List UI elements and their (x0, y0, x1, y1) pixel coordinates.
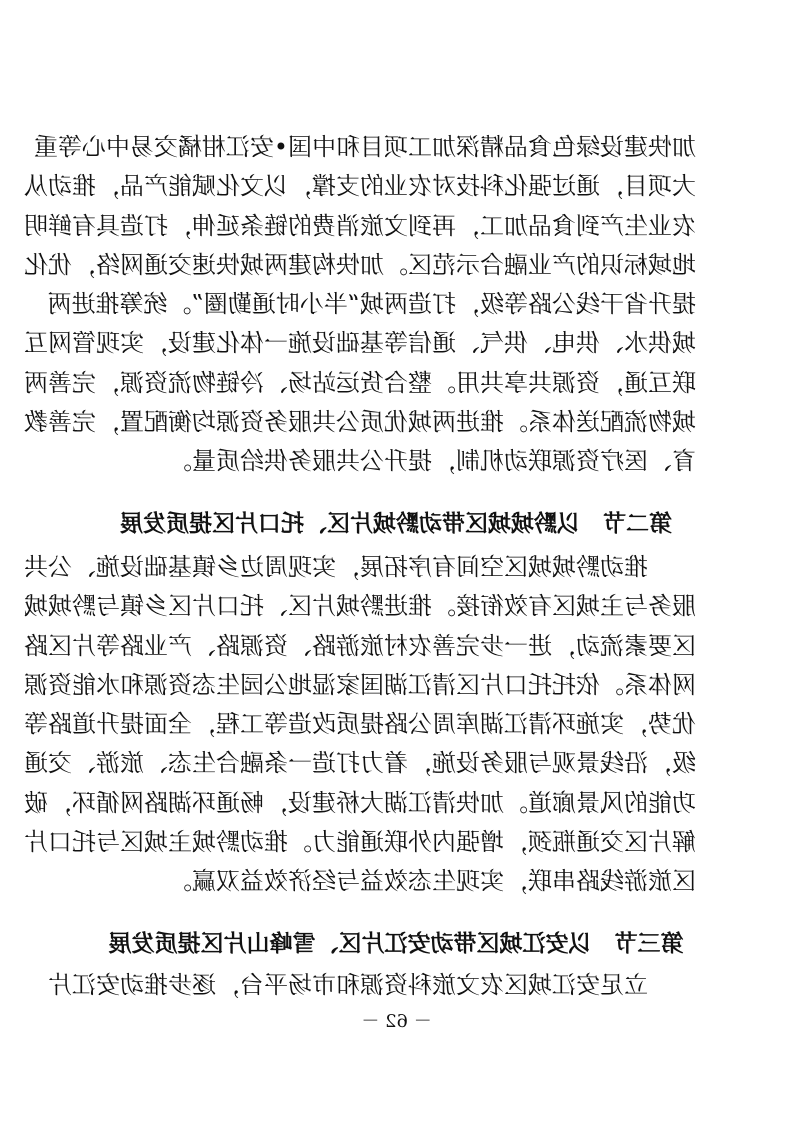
paragraph-line: 联互通，资源共享共用。整合货运站场、冷链物流资源，完善两 (24, 368, 696, 397)
section2-heading: 第二节 以黔城城区带动黔城片区、托口片区提质发展 (120, 510, 672, 537)
paragraph-line: 地域标识的产业融合示范区。加快构建两城快速交通网络，优化 (24, 250, 696, 279)
paragraph-line: 推动黔城城区空间有序拓展，实现周边乡镇基础设施、公共 (24, 553, 648, 581)
paragraph-line: 加快建设绿色食品精深加工项目和中国•安江柑橘交易中心等重 (33, 133, 696, 161)
paragraph-line: 服务与主城区有效衔接。推进黔城片区、托口片区乡镇与黔城城 (24, 592, 696, 621)
paragraph-line: 城供水、供电、供气、通信等基础设施一体化建设，实现管网互 (24, 329, 696, 358)
paragraph-line: 农业生产到食品加工，再到文旅消费的链条延伸，打造具有鲜明 (24, 211, 696, 240)
paragraph-line: 解片区交通瓶颈，增强内外联通能力。推动黔城主城区与托口片 (24, 828, 696, 857)
paragraph-line: 立足安江城区农文旅科资源和市场平台，逐步推动安江片 (48, 971, 648, 999)
paragraph-line: 功能的风景廊道。加快清江湖大桥建设，畅通环湖路网循环，破 (24, 788, 696, 817)
paragraph-line: 提升省干线公路等级，打造两城“半小时通勤圈”。统筹推进两 (47, 290, 696, 319)
paragraph-line: 城物流配送体系。推进两城优质公共服务资源均衡配置，完善教 (24, 408, 696, 437)
paragraph-line: 网体系。依托托口片区清江湖国家湿地公园生态资源和水能资源 (24, 670, 696, 699)
paragraph-line: 区要素流动，进一步完善农村旅游路、资源路、产业路等片区路 (24, 631, 696, 660)
paragraph-line: 级，沿线景观与服务设施，着力打造一条融合生态、旅游、交通 (24, 749, 696, 778)
paragraph-line: 大项目，通过强化科技对农业的支撑，以文化赋能产品，推动从 (24, 172, 696, 201)
section3-paragraph (48, 966, 696, 1005)
section2-paragraph (24, 548, 696, 902)
section3-heading: 第三节 以安江城区带动安江片区、雪峰山片区提质发展 (108, 930, 684, 957)
paragraph-line: 优势，实施环清江湖库周公路提质改造等工程，全面提升道路等 (24, 710, 696, 739)
paragraph-line: 育、医疗资源联动机制，提升公共服务供给质量。 (168, 447, 696, 476)
section1-paragraph (24, 128, 696, 482)
paragraph-line: 区旅游线路串联，实现生态效益与经济效益双赢。 (168, 867, 696, 896)
page-number: － 62 － (361, 1011, 432, 1032)
